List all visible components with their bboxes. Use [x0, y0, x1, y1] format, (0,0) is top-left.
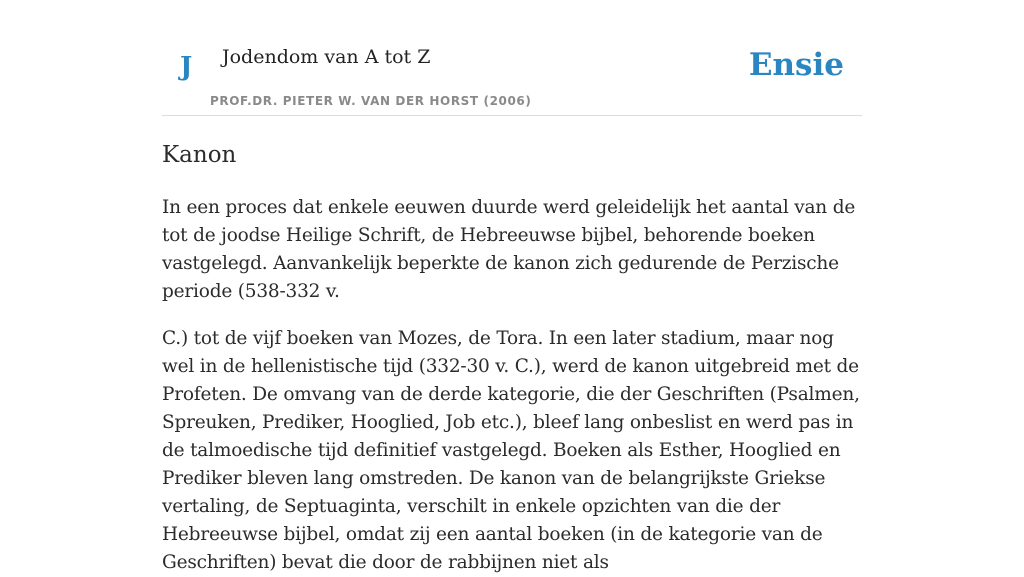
book-title-link[interactable]: Jodendom van A tot Z [222, 46, 431, 68]
page-container [162, 0, 862, 577]
article-title: Kanon [162, 142, 237, 168]
article-paragraph-2: C.) tot de vijf boeken van Mozes, de Tora. In een later stadium, maar nog wel in de hellenistische tijd (332-30 v. C.), werd de kanon uitgebreid met de Profeten. De omvang van de derde kategorie, die der Geschriften (Psalmen, Spreuken, Prediker, Hooglied, Job etc.), bleef lang onbeslist en werd pas in de talmoedische tijd definitief vastgelegd. Boeken als Esther, Hooglied en Prediker bleven lang omstreden. De kanon van de belangrijkste Griekse vertaling, de Septuaginta, verschilt in enkele opzichten van die der Hebreeuwse bijbel, omdat zij een aantal boeken (in de kategorie van de Geschriften) bevat die door de rabbijnen niet als [162, 327, 860, 573]
book-author: PROF.DR. PIETER W. VAN DER HORST (2006) [210, 94, 532, 108]
ensie-logo-link[interactable]: Ensie [748, 47, 844, 83]
article-paragraph-1: In een proces dat enkele eeuwen duurde werd geleidelijk het aantal van de tot de joodse Heilige Schrift, de Hebreeuwse bijbel, behorende boeken vastgelegd. Aanvankelijk beperkte de kanon zich gedurende de Perzische periode (538-332 v. [162, 196, 856, 302]
book-letter-badge: J [180, 52, 193, 82]
book-header [162, 0, 862, 116]
